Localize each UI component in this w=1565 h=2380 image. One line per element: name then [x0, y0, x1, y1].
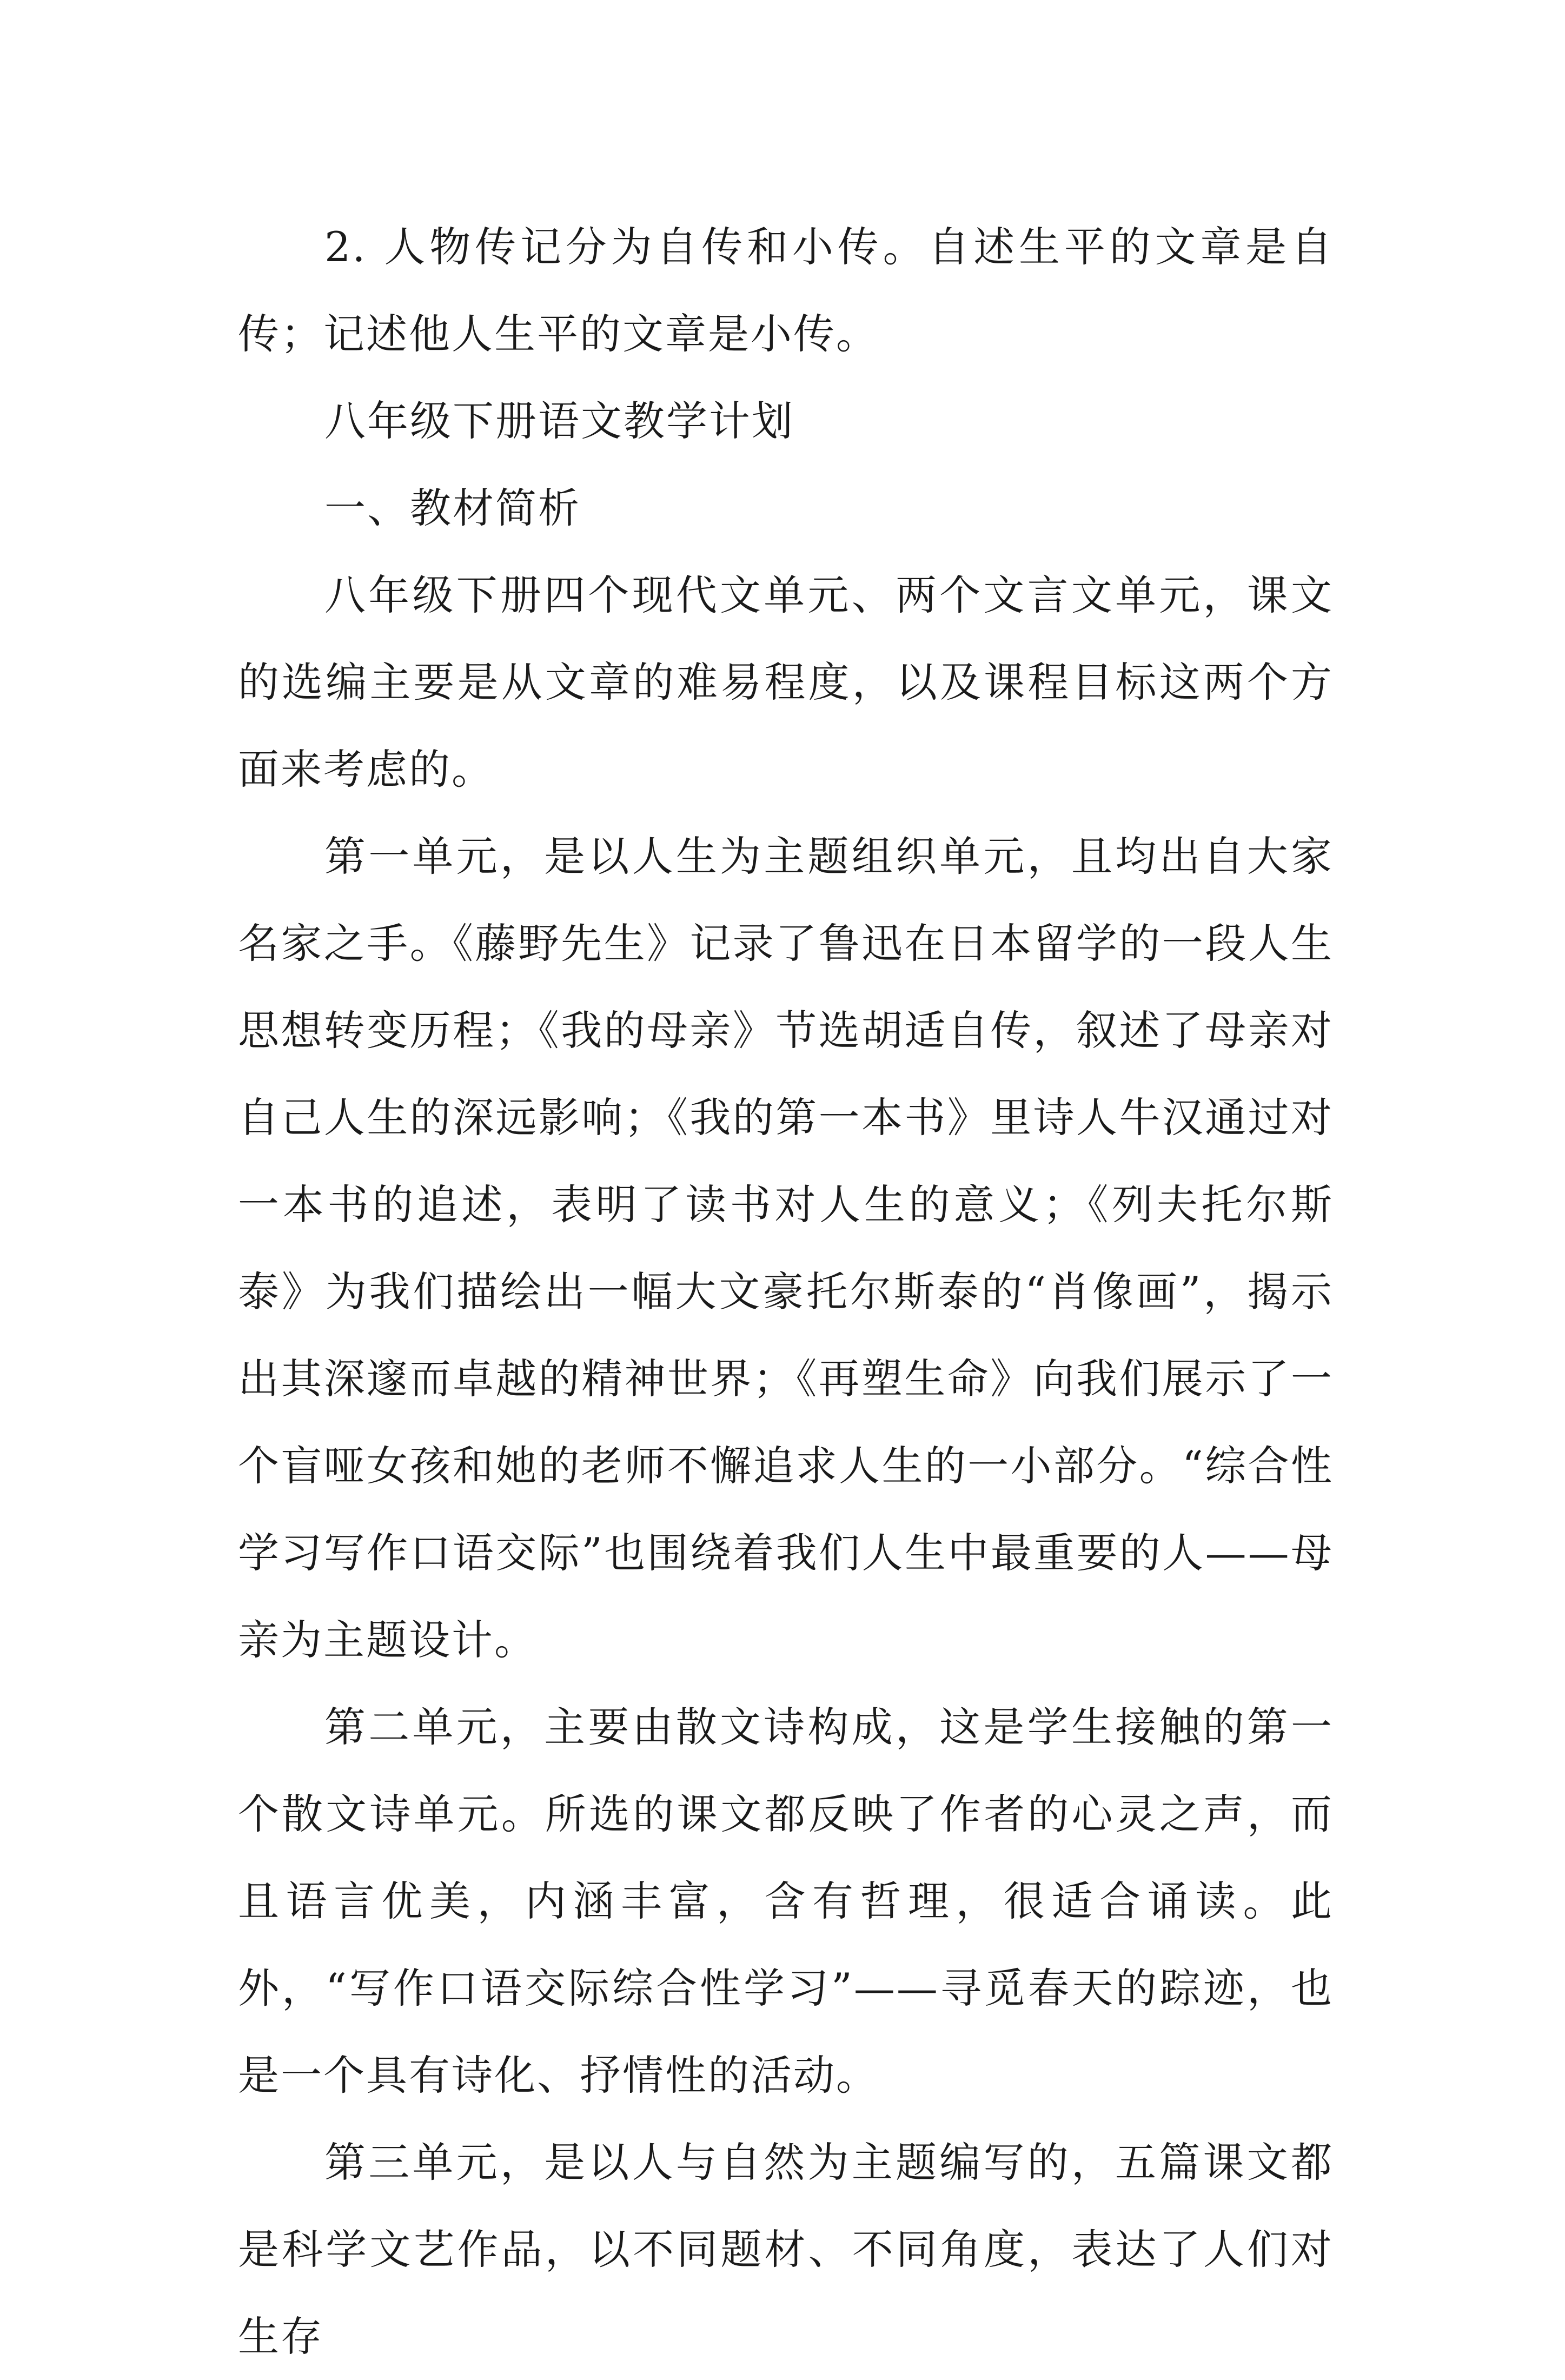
paragraph-unit-three: 第三单元，是以人与自然为主题编写的，五篇课文都是科学文艺作品，以不同题材、不同角度，表达了人们对生存	[238, 2138, 1334, 2361]
paragraph-unit-one: 第一单元，是以人生为主题组织单元，且均出自大家名家之手。《藤野先生》记录了鲁迅在日本留学的一段人生思想转变历程；《我的母亲》节选胡适自传，叙述了母亲对自己人生的深远影响；《我的第一本书》里诗人牛汉通过对一本书的追述，表明了读书对人生的意义；《列夫托尔斯泰》为我们描绘出一幅大文豪托尔斯泰的“肖像画”，揭示出其深邃而卓越的精神世界；《再塑生命》向我们展示了一个盲哑女孩和她的老师不懈追求人生的一小部分。“综合性学习写作口语交际”也围绕着我们人生中最重要的人——母亲为主题设计。	[238, 832, 1334, 1664]
paragraph-unit-two: 第二单元，主要由散文诗构成，这是学生接触的第一个散文诗单元。所选的课文都反映了作者的心灵之声，而且语言优美，内涵丰富，含有哲理，很适合诵读。此外，“写作口语交际综合性学习”——寻觅春天的踪迹，也是一个具有诗化、抒情性的活动。	[238, 1703, 1334, 2099]
document-title: 八年级下册语文教学计划	[324, 397, 794, 445]
paragraph-biography-types: 2. 人物传记分为自传和小传。自述生平的文章是自传；记述他人生平的文章是小传。	[238, 223, 1334, 358]
paragraph-overview: 八年级下册四个现代文单元、两个文言文单元，课文的选编主要是从文章的难易程度，以及课程目标这两个方面来考虑的。	[238, 571, 1334, 793]
document-body	[238, 203, 1334, 2380]
section-heading: 一、教材简析	[324, 484, 581, 532]
